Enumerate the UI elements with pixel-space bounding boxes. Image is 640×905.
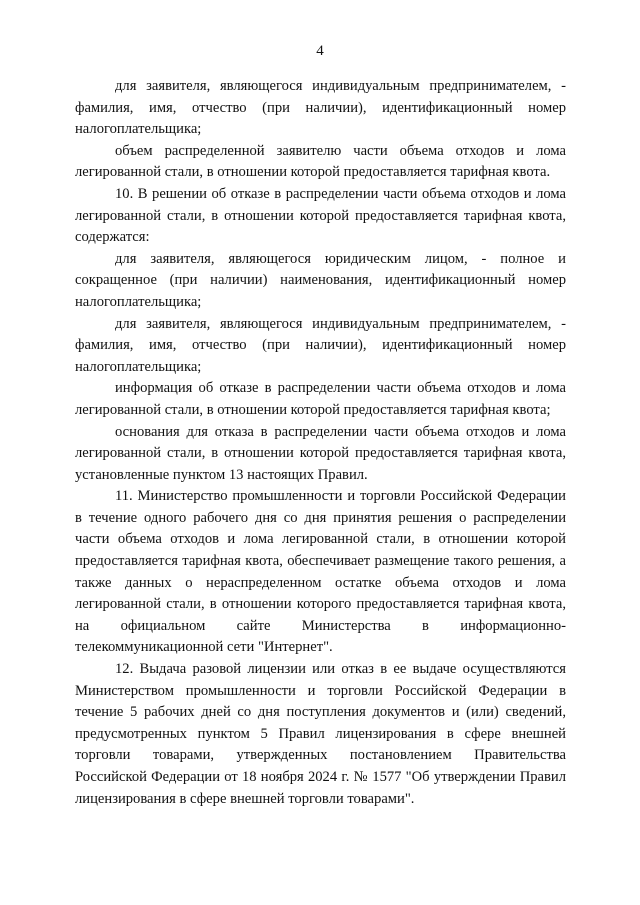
paragraph-refusal-info: информация об отказе в распределении части объема отходов и лома легированной стали, в отношении которой предоставляется тарифная квота; xyxy=(75,380,566,418)
document-body xyxy=(75,76,566,810)
paragraph-item-11: 11. Министерство промышленности и торговли Российской Федерации в течение одного рабочего дня со дня принятия решения о распределении части объема отходов и лома легированной стали, в отношении которой предоставляется тарифная квота, обеспечивает размещение такого решения, а также данных о нераспределенном остатке объема отходов и лома легированной стали, в отношении которого предоставляется тарифная квота, на официальном сайте Министерства в информационно-телекоммуникационной сети "Интернет". xyxy=(75,488,566,656)
paragraph-entrepreneur-name-2: для заявителя, являющегося индивидуальным предпринимателем, - фамилия, имя, отчество (при наличии), идентификационный номер налогоплательщика; xyxy=(75,315,566,375)
page-number: 4 xyxy=(316,43,324,59)
paragraph-entrepreneur-name: для заявителя, являющегося индивидуальным предпринимателем, - фамилия, имя, отчество (при наличии), идентификационный номер налогоплательщика; xyxy=(75,78,566,138)
paragraph-allocated-volume: объем распределенной заявителю части объема отходов и лома легированной стали, в отношении которой предоставляется тарифная квота. xyxy=(75,142,566,181)
paragraph-item-12: 12. Выдача разовой лицензии или отказ в ее выдаче осуществляются Министерством промышленности и торговли Российской Федерации в течение 5 рабочих дней со дня поступления документов и (или) сведений, предусмотренных пунктом 5 Правил лицензирования в сфере внешней торговли товарами, утвержденных постановлением Правительства Российской Федерации от 18 ноября 2024 г. № 1577 "Об утверждении Правил лицензирования в сфере внешней торговли товарами". xyxy=(75,661,566,807)
paragraph-item-10: 10. В решении об отказе в распределении части объема отходов и лома легированной стали, в отношении которой предоставляется тарифная квота, содержатся: xyxy=(75,185,566,246)
paragraph-legal-entity-name: для заявителя, являющегося юридическим лицом, - полное и сокращенное (при наличии) наименования, идентификационный номер налогоплательщика; xyxy=(75,250,566,310)
paragraph-refusal-grounds: основания для отказа в распределении части объема отходов и лома легированной стали, в отношении которой предоставляется тарифная квота, установленные пунктом 13 настоящих Правил. xyxy=(75,423,566,483)
